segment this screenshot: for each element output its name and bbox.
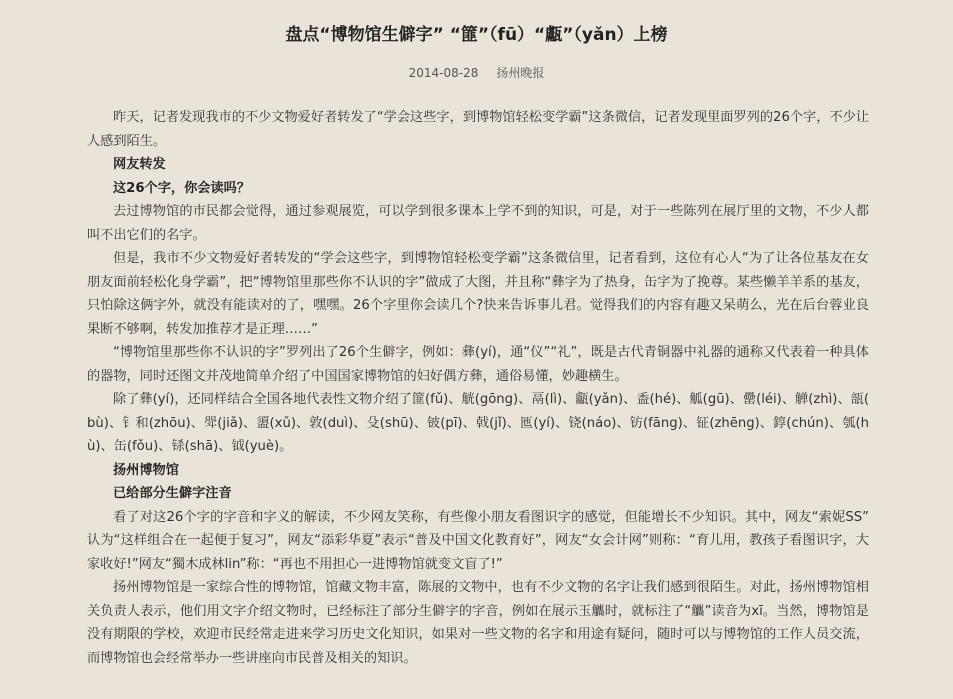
article-source: 扬州晚报 [496, 66, 545, 80]
paragraph: 但是，我市不少文物爱好者转发的“学会这些字，到博物馆轻松变学霸”这条微信里，记者看到，这位有心人“为了让各位基友在女朋友面前轻松化身学霸”，把“博物馆里那些你不认识的字”做成了大图，并且称“彝字为了热身，缶字为了挽尊。某些懒羊羊系的基友，只怕除这俩字外，就没有能读对的了，嘿嘿。26个字里你会读几个?快来告诉事儿君。觉得我们的内容有趣又呆萌么，光在后台蓉业良果断不够啊，转发加推荐才是正理……” [87, 251, 869, 337]
paragraph: 扬州博物馆是一家综合性的博物馆，馆藏文物丰富，陈展的文物中，也有不少文物的名字让我们感到很陌生。对此，扬州博物馆相关负责人表示，他们用文字介绍文物时，已经标注了部分生僻字的字音，例如在展示玉觿时，就标注了“觿”读音为xī。当然，博物馆是没有期限的学校，欢迎市民经常走进来学习历史文化知识，如果对一些文物的名字和用途有疑问，随时可以与博物馆的工作人员交流，而博物馆也会经常举办一些讲座向市民普及相关的知识。 [87, 580, 869, 666]
article-title: 盘点“博物馆生僻字” “篚”（fū）“甗”（yǎn）上榜 [285, 25, 668, 45]
paragraph: 看了对这26个字的字音和字义的解读，不少网友笑称，有些像小朋友看图识字的感觉，但能增长不少知识。其中，网友“索妮SS”认为“这样组合在一起便于复习”，网友“添彩华夏”表示“普及中国文化教育好”，网友“女会计网”则称：“育儿用，教孩子看图识字，大家收好!”网友“獨木成林lin”称：“再也不用担心一进博物馆就变文盲了!” [87, 509, 869, 572]
article-body [87, 106, 869, 670]
paragraph: 昨天，记者发现我市的不少文物爱好者转发了“学会这些字，到博物馆轻松变学霸”这条微信，记者发现里面罗列的26个字，不少让人感到陌生。 [87, 110, 869, 149]
article-date: 2014-08-28 [408, 66, 479, 80]
paragraph: 去过博物馆的市民都会觉得，通过参观展览，可以学到很多课本上学不到的知识，可是，对于一些陈列在展厅里的文物，不少人都叫不出它们的名字。 [87, 204, 869, 243]
paragraph: 除了彝(yí)，还同样结合全国各地代表性文物介绍了篚(fǔ)、觥(gōng)、鬲(lì)、甗(yǎn)、盉(hé)、觚(gū)、罍(léi)、觯(zhì)、瓿(bù)、钅和(zhōu)、斝(jiǎ)、盨(xǔ)、敦(duì)、殳(shū)、铍(pī)、戟(jǐ)、匜(yí)、铙(náo)、钫(fāng)、钲(zhēng)、錞(chún)、瓠(hù)、缶(fǒu)、铩(shā)、钺(yuè)。 [87, 392, 869, 454]
section-heading: 网友转发 [113, 157, 166, 172]
section-subheading: 已给部分生僻字注音 [113, 486, 232, 501]
section-heading: 扬州博物馆 [113, 462, 179, 478]
section-subheading: 这26个字，你会读吗？ [113, 180, 251, 196]
paragraph: “博物馆里那些你不认识的字”罗列出了26个生僻字，例如：彝(yí)，通“仪”“礼”，既是古代青铜器中礼器的通称又代表着一种具体的器物，同时还图文并茂地简单介绍了中国国家博物馆的妇好偶方彝，通俗易懂，妙趣横生。 [87, 345, 869, 384]
article-meta [0, 64, 953, 81]
